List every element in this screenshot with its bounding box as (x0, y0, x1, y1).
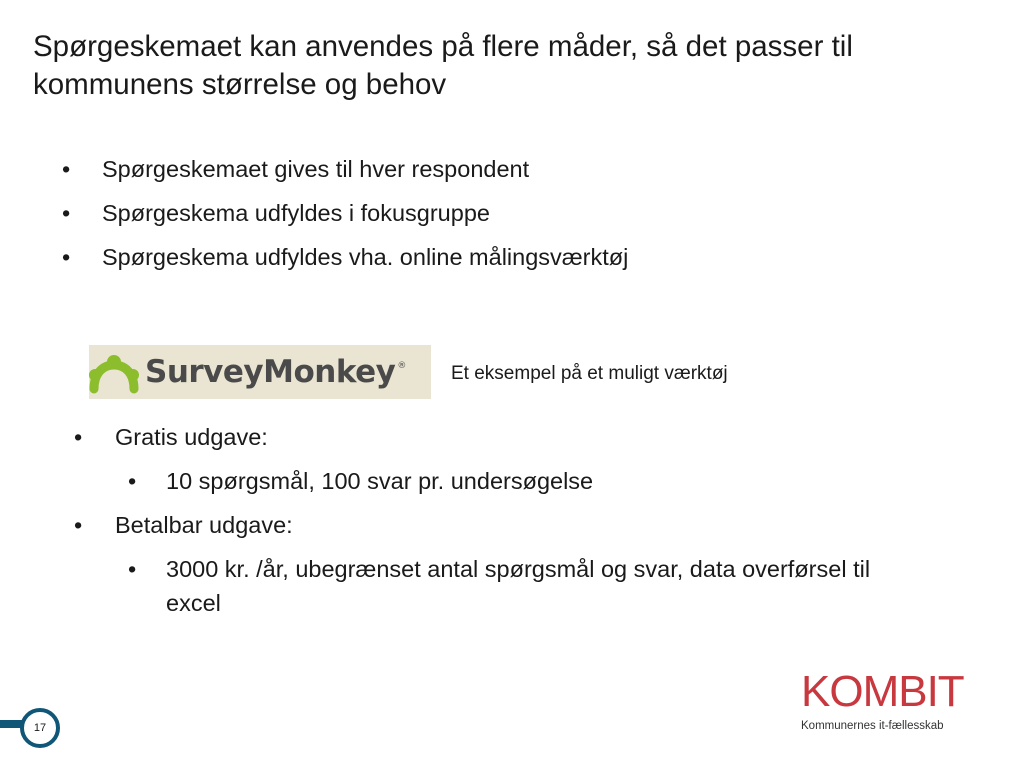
list-item: • Spørgeskema udfyldes vha. online målingsværktøj (62, 240, 962, 274)
logo-wordmark: SurveyMonkey (145, 354, 396, 390)
kombit-tagline: Kommunernes it-fællesskab (801, 720, 944, 732)
kombit-logo (801, 667, 981, 732)
list-item: • Spørgeskemaet gives til hver respondent (62, 152, 962, 186)
slide-title: Spørgeskemaet kan anvendes på flere måder, så det passer til kommunens størrelse og behov (33, 30, 853, 101)
tool-caption: Et eksempel på et muligt værktøj (451, 363, 728, 384)
list-item: • 3000 kr. /år, ubegrænset antal spørgsmål og svar, data overførsel til excel (74, 552, 924, 620)
monkey-icon (89, 349, 139, 395)
list-item: • 10 spørgsmål, 100 svar pr. undersøgelse (74, 464, 924, 498)
list-item: • Spørgeskema udfyldes i fokusgruppe (62, 196, 962, 230)
methods-list (62, 152, 962, 284)
list-item: • Betalbar udgave: (74, 508, 924, 542)
pricing-list (74, 420, 924, 630)
kombit-wordmark: KOMBIT (801, 667, 964, 716)
registered-mark: ® (397, 361, 406, 371)
surveymonkey-logo (89, 345, 431, 399)
page-number: 17 (20, 708, 60, 748)
list-item: • Gratis udgave: (74, 420, 924, 454)
